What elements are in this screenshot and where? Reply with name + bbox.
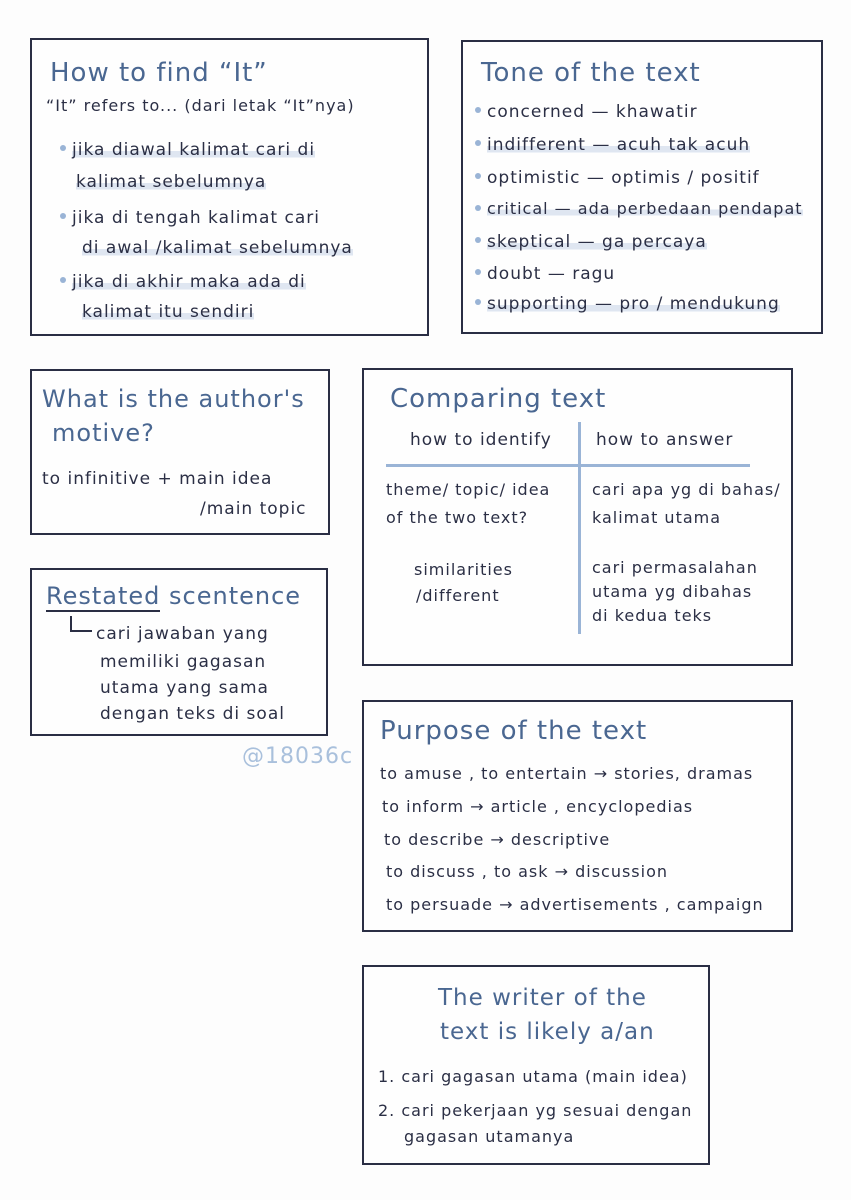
- motive-line1: to infinitive + main idea: [42, 469, 273, 489]
- comparing-r1c2-line1: cari apa yg di bahas/: [592, 480, 781, 499]
- tone-item: critical — ada perbedaan pendapat: [475, 199, 803, 218]
- card-how-to-find-it: [30, 38, 429, 336]
- comparing-r1c1-line1: theme/ topic/ idea: [386, 480, 551, 499]
- find-it-item-2-cont: di awal /kalimat sebelumnya: [82, 238, 353, 258]
- purpose-item: to describe → descriptive: [384, 830, 611, 849]
- bullet-icon: [475, 107, 481, 113]
- find-it-item-1-cont: kalimat sebelumnya: [76, 172, 267, 192]
- bullet-icon: [475, 140, 481, 146]
- find-it-item-2: jika di tengah kalimat cari: [60, 208, 320, 228]
- purpose-item: to persuade → advertisements , campaign: [386, 895, 764, 914]
- comparing-r2c1-line2: /different: [416, 586, 500, 605]
- comparing-r1c2-line2: kalimat utama: [592, 508, 722, 527]
- tone-item: supporting — pro / mendukung: [475, 294, 780, 314]
- comparing-col2-header: how to answer: [596, 430, 734, 450]
- comparing-title: Comparing text: [390, 384, 607, 414]
- tone-item: indifferent — acuh tak acuh: [475, 135, 750, 155]
- restated-connector-icon: [70, 616, 92, 632]
- find-it-item-3: jika di akhir maka ada di: [60, 272, 306, 292]
- restated-title: [46, 582, 301, 610]
- card-purpose-of-text: [362, 700, 793, 932]
- tone-item: skeptical — ga percaya: [475, 232, 707, 252]
- comparing-r2c2-line3: di kedua teks: [592, 606, 713, 625]
- card-tone-of-text: [461, 40, 823, 334]
- writer-item2-line1: 2. cari pekerjaan yg sesuai dengan: [378, 1101, 693, 1120]
- tone-title: Tone of the text: [481, 58, 701, 88]
- table-divider-vertical: [578, 422, 581, 634]
- card-author-motive: [30, 369, 330, 535]
- bullet-icon: [475, 173, 481, 179]
- find-it-item-3-cont: kalimat itu sendiri: [82, 302, 255, 322]
- purpose-item: to discuss , to ask → discussion: [386, 862, 669, 881]
- bullet-icon: [60, 213, 66, 219]
- motive-title-line1: What is the author's: [42, 385, 305, 413]
- find-it-title: How to find “It”: [50, 58, 268, 88]
- motive-line2: /main topic: [200, 499, 307, 519]
- card-writer-of-text: [362, 965, 710, 1165]
- bullet-icon: [475, 205, 481, 211]
- card-comparing-text: [362, 368, 793, 666]
- card-restated-sentence: [30, 568, 328, 736]
- restated-line3: utama yang sama: [100, 678, 269, 698]
- restated-line1: cari jawaban yang: [96, 624, 269, 644]
- tone-item: optimistic — optimis / positif: [475, 168, 760, 188]
- restated-title-part1: Restated: [46, 582, 161, 610]
- bullet-icon: [475, 237, 481, 243]
- writer-title-line1: The writer of the: [438, 985, 647, 1011]
- restated-line2: memiliki gagasan: [100, 652, 267, 672]
- purpose-item: to amuse , to entertain → stories, dramas: [380, 764, 754, 783]
- watermark-handle: @18036c: [242, 744, 354, 769]
- tone-item: doubt — ragu: [475, 264, 615, 284]
- table-divider-horizontal: [386, 464, 750, 467]
- comparing-r2c1-line1: similarities: [414, 560, 513, 579]
- bullet-icon: [60, 145, 66, 151]
- purpose-title: Purpose of the text: [380, 716, 648, 746]
- bullet-icon: [475, 269, 481, 275]
- find-it-item-1: jika diawal kalimat cari di: [60, 140, 315, 160]
- comparing-r2c2-line1: cari permasalahan: [592, 558, 758, 577]
- writer-item1: 1. cari gagasan utama (main idea): [378, 1067, 688, 1086]
- find-it-subtitle: “It” refers to... (dari letak “It”nya): [46, 96, 355, 115]
- comparing-col1-header: how to identify: [410, 430, 552, 450]
- restated-title-part2: scentence: [169, 582, 302, 610]
- comparing-r1c1-line2: of the two text?: [386, 508, 529, 527]
- motive-title-line2: motive?: [52, 419, 155, 447]
- restated-line4: dengan teks di soal: [100, 704, 285, 724]
- comparing-r2c2-line2: utama yg dibahas: [592, 582, 753, 601]
- purpose-item: to inform → article , encyclopedias: [382, 797, 694, 816]
- writer-item2-line2: gagasan utamanya: [404, 1127, 575, 1146]
- tone-item: concerned — khawatir: [475, 102, 698, 122]
- bullet-icon: [475, 299, 481, 305]
- writer-title-line2: text is likely a/an: [440, 1019, 655, 1045]
- bullet-icon: [60, 277, 66, 283]
